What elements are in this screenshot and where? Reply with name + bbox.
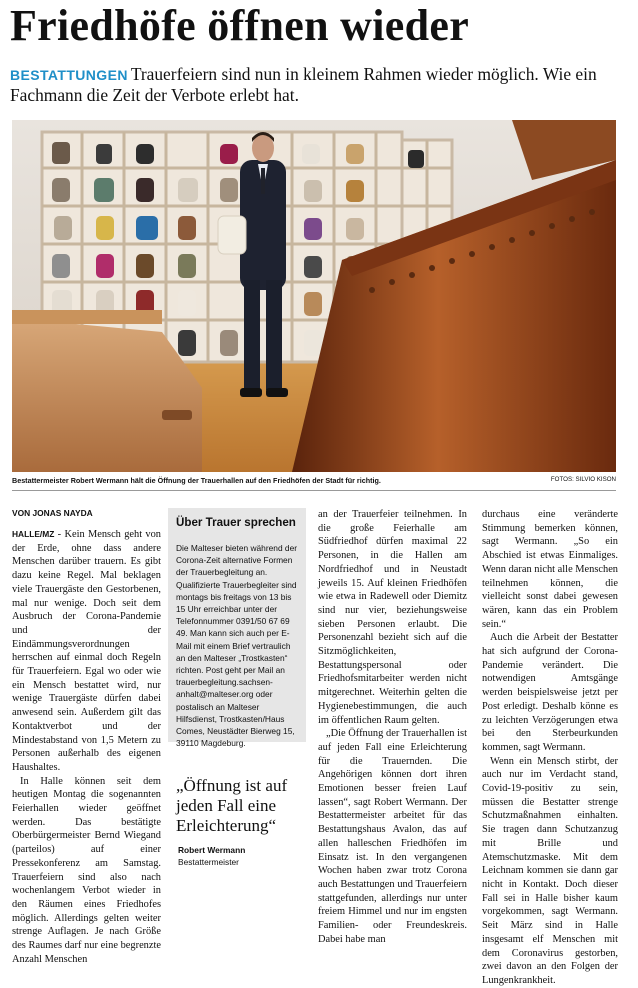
pull-quote: „Öffnung ist auf jeden Fall eine Erleichterung“ [176, 776, 288, 835]
article-paragraph: Wenn ein Mensch stirbt, der auch nur im Verdacht stand, Covid-19-positiv zu sein, müssen die Bestatter strenge Schutzmaßnahmen einhalten. Sie tragen dann Schutzanzug mit Brille und Atemschutzmaske. Mit dem Leichnam kommen sie dann gar nicht in Kontakt. Doch dieser Fall sei in Halle bisher kaum vorgekommen, sagt Wermann. Seit März sind in Halle insgesamt elf Menschen mit dem Coronavirus gestorben, zwei davon an den Folgen der Lungenkrankheit. [482, 755, 618, 986]
article-dateline: HALLE/MZ [12, 529, 55, 539]
photo-caption-text: Bestattermeister Robert Wermann hält die Öffnung der Trauerhallen auf den Friedhöfen der Stadt für richtig. [12, 476, 381, 485]
photo-illustration [12, 120, 616, 472]
pull-quote-role: Bestattermeister [178, 857, 239, 867]
article-column-4 [482, 508, 618, 988]
article-paragraph: „Die Öffnung der Trauerhallen ist auf jeden Fall eine Erleichterung für die Trauernden. Die Angehörigen können dort ihren Emotionen besser freien Lauf lassen“, sagt Robert Wermann. Der Bestattermeister arbeitet für das Bestattungshaus Avalon, das auf allen halleschen Friedhöfen im Einsatz ist. In den vergangenen Wochen haben zwar trotz Corona auch Bestattungen und Trauerfeiern stattgefunden, allerdings nur unter freiem Himmel und nur im engsten Familien- oder Freundeskreis. Dabei habe man [318, 728, 467, 945]
info-box-title: Über Trauer sprechen [176, 516, 296, 529]
article-subline [10, 64, 630, 105]
divider [12, 490, 616, 491]
article-paragraph: In Halle können seit dem heutigen Montag die sogenannten Feierhallen wieder geöffnet werden. Das bestätigte Oberbürgermeister Bernd Wiegand (parteilos) auf einer Pressekonferenz am Samstag. Trauerfeiern sind also nach wochenlangem Verbot wieder in den Räumen eines Friedhofes möglich. Allerdings gelten weiter strenge Auflagen. Je nach Größe des Raumes darf nur eine begrenzte Anzahl Menschen [12, 775, 161, 965]
info-box [168, 508, 306, 749]
info-box-body: Die Malteser bieten während der Corona-Zeit alternative Formen der Trauerbegleitung an. Qualifizierte Trauerbegleiter sind montags bis freitags von 13 bis 15 Uhr erreichbar unter der Telefonnummer 0391/50 67 69 49. Man kann sich auch per E-Mail mit einem Brief vertraulich an den Malteser „Trostkasten“ richten. Post geht per Mail an trauerbegleitung.sachsen-anhalt@malteser.org oder postalisch an Malteser Hilfsdienst, Trostkasten/Haus Comes, Neustädter Bierweg 15, 39110 Magdeburg. [176, 543, 298, 749]
article-paragraph: - Kein Mensch geht von der Erde, ohne dass andere Menschen darüber trauern. Es gibt dazu keine Regel. Mal beklagen viele Trauergäste den Gestorbenen, mal nur wenige. Doch seit dem Ausbruch der Corona-Pandemie und der Eindämmungsverordnungen herrschen auf einmal doch Regeln für Trauerfeiern. Egal wo oder wie ein Mensch bestattet wird, nur wenige Trauergäste dürfen dabei anwesend sein. Außerdem gilt das Kontaktverbot und der Mindestabstand von 1,5 Metern zu Personen außerhalb des eigenen Haushaltes. [12, 529, 161, 773]
article-byline: VON JONAS NAYDA [12, 508, 93, 518]
photo-caption [12, 476, 616, 485]
article-column-1 [12, 528, 161, 967]
article-subline-text: Trauerfeiern sind nun in kleinem Rahmen wieder möglich. Wie ein Fachmann die Zeit der Verbote erlebt hat. [10, 64, 597, 105]
article-column-3 [318, 508, 467, 947]
article-headline: Friedhöfe öffnen wieder [10, 1, 470, 50]
article-paragraph: an der Trauerfeier teilnehmen. In die große Feierhalle am Südfriedhof dürfen maximal 22 Personen, in die Hallen am Nordfriedhof und in Neustadt jeweils 15. Auf kleinen Friedhöfen wie etwa in Radewell oder Diemitz sind nur vier, beziehungsweise sieben Personen erlaubt. Die Personenzahl bezieht sich auf die Sitzmöglichkeiten, Bestattungspersonal oder Friedhofsmitarbeiter werden nicht mitgerechnet. Weiterhin gelten die Hygienebestimmungen, die auch im öffentlichen Raum gelten. [318, 509, 467, 726]
article-paragraph: Auch die Arbeit der Bestatter hat sich aufgrund der Corona-Pandemie verändert. Die notwendigen Amtsgänge werden beispielsweise jetzt per Post erledigt. Deshalb könne es zu leichten Verzögerungen etwa bei den Sterbeurkunden kommen, sagt Wermann. [482, 632, 618, 753]
article-paragraph: durchaus eine veränderte Stimmung bemerken können, sagt Wermann. „So ein Abschied ist etwas Einmaliges. Wenn daran nicht alle Menschen teilnehmen können, die vielleicht sonst dabei gewesen wären, kann das ein Problem sein.“ [482, 509, 618, 630]
pull-quote-name: Robert Wermann [178, 845, 246, 855]
article-kicker: BESTATTUNGEN [10, 67, 128, 83]
article-photo [12, 120, 616, 472]
photo-credit: FOTOS: SILVIO KISON [550, 476, 616, 483]
